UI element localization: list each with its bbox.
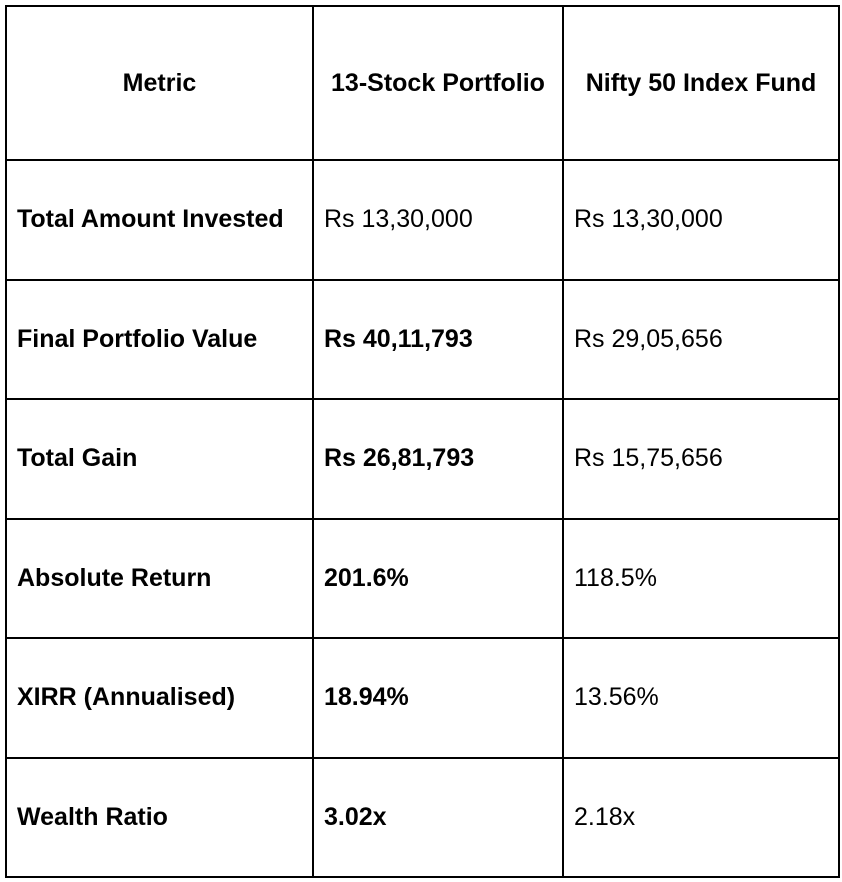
table-header-row (6, 6, 839, 160)
metric-cell: Total Gain (6, 399, 313, 519)
portfolio-value-cell: 201.6% (313, 519, 563, 639)
header-portfolio: 13-Stock Portfolio (313, 6, 563, 160)
portfolio-value-cell: Rs 13,30,000 (313, 160, 563, 280)
metric-cell: Absolute Return (6, 519, 313, 639)
portfolio-value-cell: 18.94% (313, 638, 563, 758)
nifty-value-cell: 13.56% (563, 638, 839, 758)
portfolio-value-cell: Rs 40,11,793 (313, 280, 563, 400)
header-nifty: Nifty 50 Index Fund (563, 6, 839, 160)
comparison-table (5, 5, 840, 878)
nifty-value-cell: Rs 15,75,656 (563, 399, 839, 519)
table-row (6, 280, 839, 400)
metric-cell: Total Amount Invested (6, 160, 313, 280)
metric-cell: Wealth Ratio (6, 758, 313, 878)
nifty-value-cell: 2.18x (563, 758, 839, 878)
table-row (6, 758, 839, 878)
metric-cell: Final Portfolio Value (6, 280, 313, 400)
table-row (6, 160, 839, 280)
portfolio-value-cell: 3.02x (313, 758, 563, 878)
table-row (6, 519, 839, 639)
nifty-value-cell: 118.5% (563, 519, 839, 639)
nifty-value-cell: Rs 13,30,000 (563, 160, 839, 280)
table-row (6, 638, 839, 758)
header-metric: Metric (6, 6, 313, 160)
nifty-value-cell: Rs 29,05,656 (563, 280, 839, 400)
metric-cell: XIRR (Annualised) (6, 638, 313, 758)
portfolio-value-cell: Rs 26,81,793 (313, 399, 563, 519)
table-row (6, 399, 839, 519)
